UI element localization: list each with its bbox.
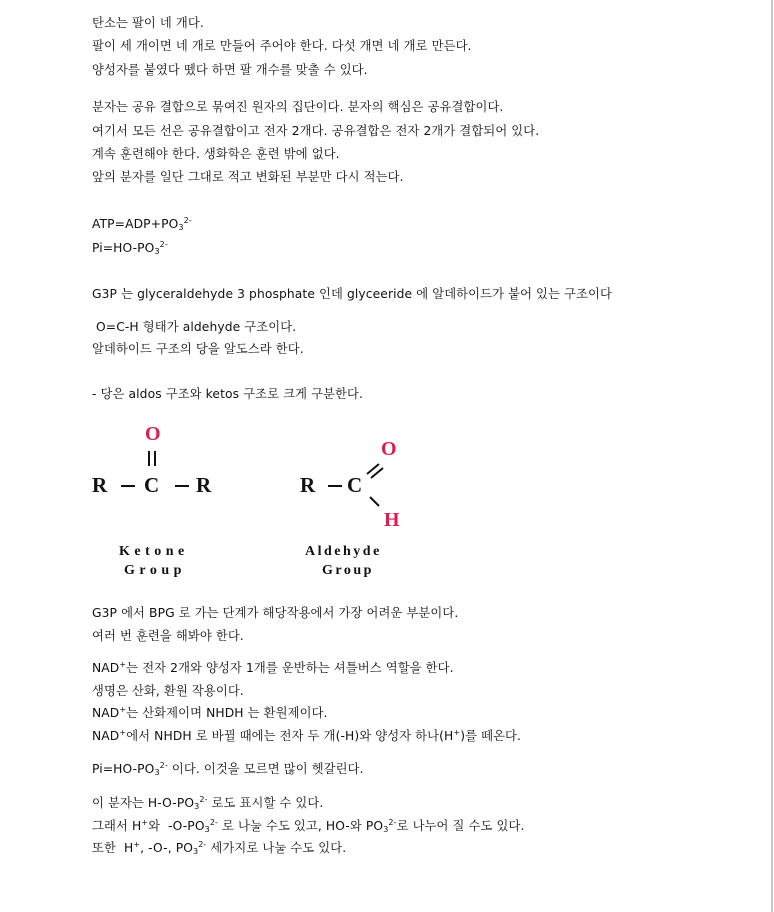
line-text: 여기서 모든 선은 공유결합이고 전자 2개다. 공유결합은 전자 2개가 결합되어 있다.: [92, 124, 540, 138]
aldehyde-carbon: C: [347, 473, 363, 497]
line-text: 앞의 분자를 일단 그대로 적고 변화된 부분만 다시 적는다.: [92, 170, 404, 184]
subscript-text: 3: [178, 223, 184, 232]
line-text: 알데하이드 구조의 당을 알도스라 한다.: [92, 342, 304, 356]
line-text: NAD: [92, 706, 120, 720]
aldehyde-r: R: [300, 473, 316, 497]
line-text: Pi=HO-PO: [92, 241, 155, 255]
line-text: 에서 NHDH 로 바뀔 때에는 전자 두 개(-H)와 양성자 하나(H: [126, 729, 454, 743]
line-text: 또한 H: [92, 841, 134, 855]
text-line: [92, 761, 364, 777]
line-text: G3P 는 glyceraldehyde 3 phosphate 인데 glyceeride 에 알데하이드가 붙어 있는 구조이다: [92, 287, 612, 301]
ketone-r-left: R: [92, 473, 108, 497]
line-text: 여러 번 훈련을 해봐야 한다.: [92, 629, 244, 643]
text-line: [92, 660, 454, 676]
text-line: [92, 240, 168, 256]
line-text: G3P 에서 BPG 로 가는 단계가 해당작용에서 가장 어려운 부분이다.: [92, 606, 459, 620]
line-text: 로 나누어 질 수도 있다.: [396, 819, 525, 833]
aldehyde-oxygen: O: [381, 438, 397, 460]
aldehyde-label-2: Group: [322, 563, 374, 578]
subscript-text: 3: [383, 825, 389, 834]
page-edge: [771, 0, 773, 912]
line-text: NAD: [92, 661, 120, 675]
supscript-text: +: [133, 840, 141, 849]
ketone-group: [92, 423, 212, 578]
supscript-text: +: [119, 660, 127, 669]
text-line: [92, 286, 612, 302]
line-text: )를 떼온다.: [460, 729, 522, 743]
subscript-text: 3: [204, 825, 210, 834]
line-text: 생명은 산화, 환원 작용이다.: [92, 684, 244, 698]
ketone-label-1: Ketone: [119, 544, 189, 559]
line-text: NAD: [92, 729, 120, 743]
text-line: [92, 795, 323, 811]
text-line: [92, 386, 363, 402]
text-line: [92, 628, 244, 644]
text-line: [92, 605, 458, 621]
line-text: ATP=ADP+PO: [92, 217, 179, 231]
text-line: [92, 341, 304, 357]
text-line: [92, 15, 204, 31]
line-text: 로 나눌 수도 있고, HO-와 PO: [218, 819, 384, 833]
line-text: O=C-H 형태가 aldehyde 구조이다.: [92, 320, 297, 334]
supscript-text: 2-: [198, 840, 207, 849]
line-text: 로도 표시할 수 있다.: [207, 796, 324, 810]
text-line: [92, 705, 328, 721]
supscript-text: 2-: [388, 818, 397, 827]
line-text: 계속 훈련해야 한다. 생화학은 훈련 밖에 없다.: [92, 147, 340, 161]
supscript-text: 2-: [209, 818, 218, 827]
ketone-label-2: Group: [124, 563, 186, 578]
line-text: 이다. 이것을 모르면 많이 헷갈린다.: [167, 762, 364, 776]
supscript-text: +: [119, 728, 127, 737]
text-line: [92, 683, 244, 699]
line-text: 탄소는 팔이 네 개다.: [92, 16, 204, 30]
text-line: [92, 216, 192, 232]
line-text: 는 전자 2개와 양성자 1개를 운반하는 셔틀버스 역할을 한다.: [126, 661, 454, 675]
aldehyde-hydrogen: H: [384, 509, 400, 531]
supscript-text: +: [141, 818, 149, 827]
line-text: 분자는 공유 결합으로 묶여진 원자의 집단이다. 분자의 핵심은 공유결합이다.: [92, 100, 504, 114]
supscript-text: 2-: [159, 240, 168, 249]
text-line: [92, 840, 346, 856]
text-line: [92, 123, 539, 139]
line-text: 는 산화제이며 NHDH 는 환원제이다.: [126, 706, 328, 720]
supscript-text: +: [453, 728, 461, 737]
line-text: 와 -O-PO: [148, 819, 205, 833]
line-text: Pi=HO-PO: [92, 762, 155, 776]
aldehyde-group: [300, 438, 400, 578]
text-line: [92, 146, 340, 162]
supscript-text: 2-: [199, 795, 208, 804]
text-line: [92, 818, 524, 834]
line-text: 팔이 세 개이면 네 개로 만들어 주어야 한다. 다섯 개면 네 개로 만든다.: [92, 39, 472, 53]
subscript-text: 3: [154, 768, 160, 777]
line-text: 그래서 H: [92, 819, 142, 833]
text-line: [92, 62, 368, 78]
supscript-text: 2-: [183, 216, 192, 225]
text-line: [92, 38, 472, 54]
subscript-text: 3: [194, 802, 200, 811]
supscript-text: +: [119, 705, 127, 714]
text-line: [92, 99, 503, 115]
subscript-text: 3: [154, 247, 160, 256]
line-text: , -O-, PO: [140, 841, 194, 855]
ketone-oxygen: O: [145, 423, 161, 445]
text-line: [92, 319, 296, 335]
supscript-text: 2-: [159, 761, 168, 770]
text-line: [92, 728, 521, 744]
carbonyl-groups-diagram: [85, 418, 425, 588]
line-text: 이 분자는 H-O-PO: [92, 796, 195, 810]
line-text: 양성자를 붙였다 뗐다 하면 팔 개수를 맞출 수 있다.: [92, 63, 368, 77]
subscript-text: 3: [193, 847, 199, 856]
ketone-r-right: R: [196, 473, 212, 497]
ketone-carbon: C: [144, 473, 160, 497]
text-line: [92, 169, 404, 185]
line-text: 세가지로 나눌 수도 있다.: [206, 841, 347, 855]
line-text: - 당은 aldos 구조와 ketos 구조로 크게 구분한다.: [92, 387, 363, 401]
aldehyde-label-1: Aldehyde: [305, 544, 382, 559]
